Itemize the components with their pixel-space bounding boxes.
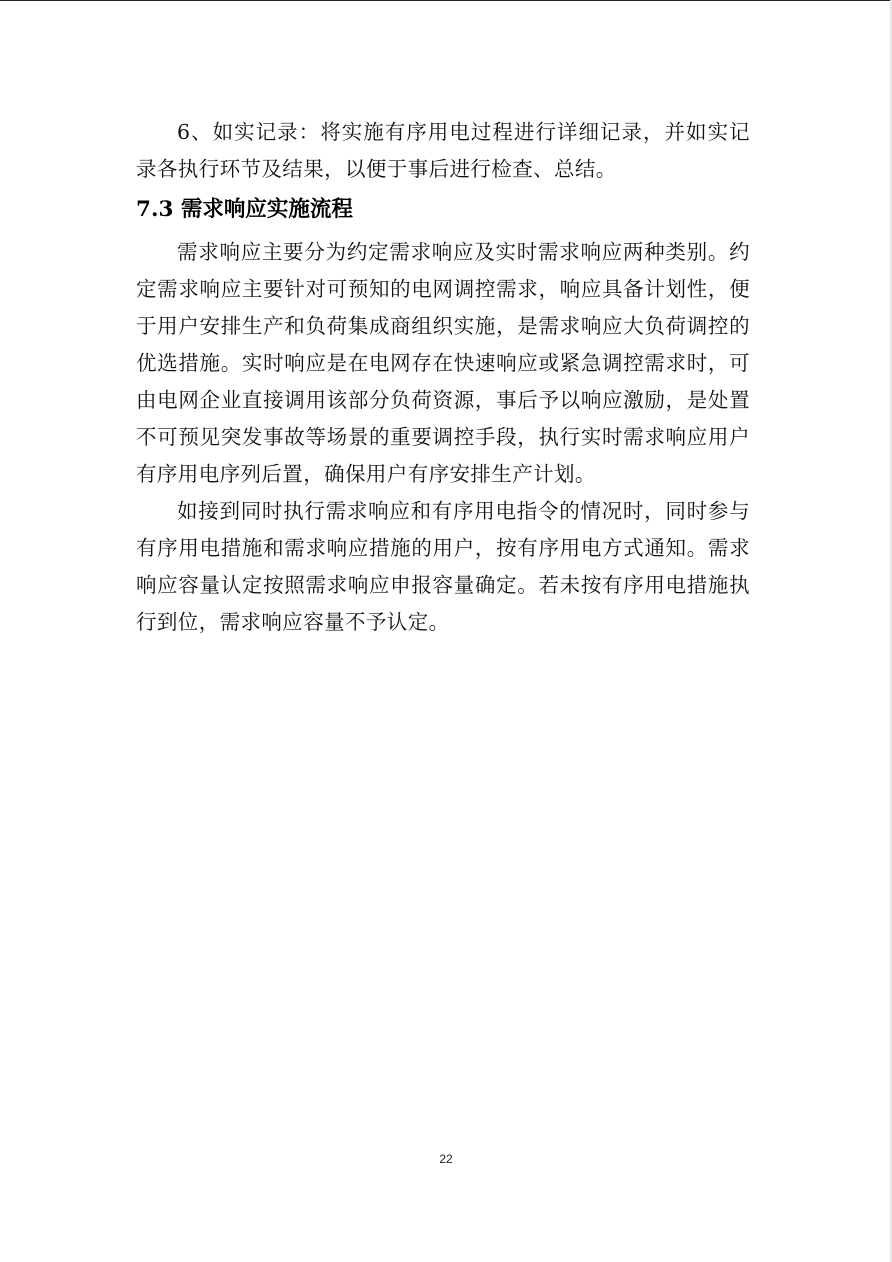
paragraph-demand-response-types: 需求响应主要分为约定需求响应及实时需求响应两种类别。约定需求响应主要针对可预知的电网调控需求，响应具备计划性，便于用户安排生产和负荷集成商组织实施，是需求响应大负荷调控的优选措施。实时响应是在电网存在快速响应或紧急调控需求时，可由电网企业直接调用该部分负荷资源，事后予以响应激励，是处置不可预见突发事故等场景的重要调控手段，执行实时需求响应用户有序用电序列后置，确保用户有序安排生产计划。	[136, 240, 750, 486]
paragraph-instruction-conflict: 如接到同时执行需求响应和有序用电指令的情况时，同时参与有序用电措施和需求响应措施的用户，按有序用电方式通知。需求响应容量认定按照需求响应申报容量确定。若未按有序用电措施执行到位，需求响应容量不予认定。	[136, 499, 750, 634]
section-heading: 7.3 需求响应实施流程	[136, 197, 353, 222]
page-number: 22	[439, 1152, 453, 1166]
page-body	[136, 114, 750, 641]
paragraph-record-keeping: 6、如实记录：将实施有序用电过程进行详细记录，并如实记录各执行环节及结果，以便于事后进行检查、总结。	[136, 120, 750, 181]
top-border-line	[0, 0, 892, 1]
